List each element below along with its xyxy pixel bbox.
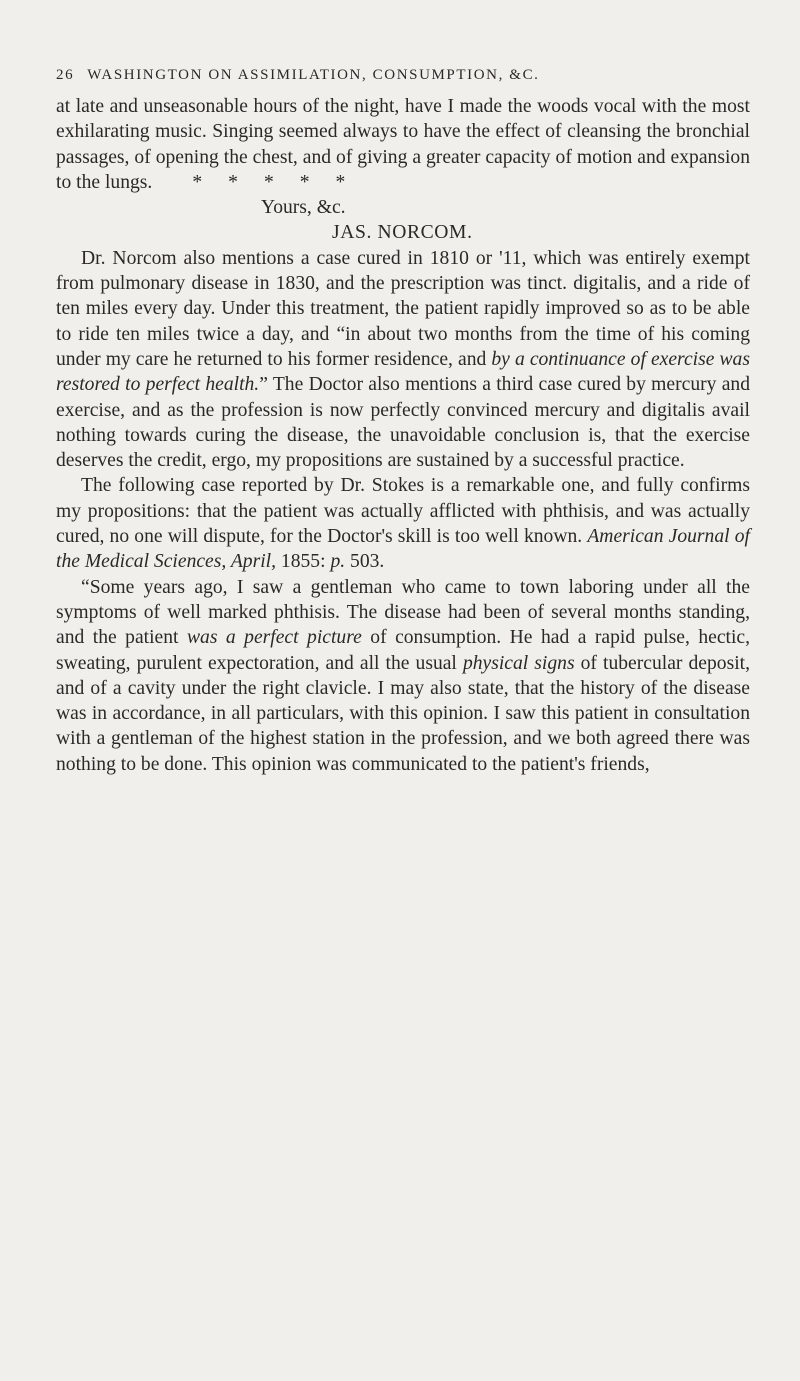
paragraph-text: “Some years ago, I saw a gentleman who came to town laboring under all the symptoms of well marked phthisis. The disease had been of several months standing, and the patient: [56, 576, 750, 649]
paragraph-text: of tubercular deposit, and of a cavity under the right clavicle. I may also state, that the history of the disease was in accordance, in all particulars, with this opinion. I saw this patient in consultation with a gentleman of the highest station in the profession, and we both agreed there was nothing to be done. This opinion was communicated to the patient's friends,: [56, 652, 750, 775]
citation-page-label: p.: [330, 551, 346, 573]
paragraph-text: of consumption. He had a rapid pulse, hectic, sweating, purulent expectoration, and all the usual: [56, 627, 751, 674]
star: *: [299, 171, 310, 193]
star: *: [263, 171, 274, 193]
paragraph-stokes-case: [56, 473, 750, 574]
emphasis-text: by a continuance of exercise was restored to perfect health.: [56, 348, 750, 396]
letter-paragraph: [56, 94, 750, 195]
star: *: [192, 171, 203, 193]
star: *: [335, 171, 346, 193]
letter-closing: Yours, &c.: [261, 197, 346, 219]
paragraph-quotation: [56, 575, 750, 777]
emphasis-text: physical signs: [462, 652, 575, 674]
letter-signature: JAS. NORCOM.: [332, 222, 473, 244]
paragraph-norcom-case: [56, 246, 750, 474]
star: *: [228, 171, 238, 193]
paragraph-text: ” The Doctor also mentions a third case cured by mercury and exercise, and as the profession is now perfectly convinced mercury and digitalis avail nothing towards curing the disease, the unavoidable conclusion is, that the exercise deserves the credit, ergo, my propositions are sustained by a successful practice.: [56, 374, 751, 472]
section-break-stars: [192, 172, 371, 193]
emphasis-text: was a perfect picture: [186, 627, 362, 649]
citation-year: 1855:: [276, 551, 331, 573]
running-head: [56, 64, 750, 86]
paragraph-text: The following case reported by Dr. Stokes is a remarkable one, and fully confirms my propositions: that the patient was actually afflicted with phthisis, and was actually cured, no one will dispute, for the Doctor's skill is too well known.: [56, 475, 750, 548]
citation-page: 503.: [345, 551, 385, 573]
book-page: [56, 64, 750, 777]
letter-text: at late and unseasonable hours of the night, have I made the woods vocal with the most exhilarating music. Singing seemed always to have the effect of cleansing the bronchial passages, of opening the chest, and of giving a greater capacity of motion and expansion to the lungs.: [56, 96, 750, 193]
running-title: WASHINGTON ON ASSIMILATION, CONSUMPTION, &C.: [87, 67, 540, 83]
paragraph-text: Dr. Norcom also mentions a case cured in 1810 or '11, which was entirely exempt from pulmonary disease in 1830, and the prescription was tinct. digitalis, and a ride of ten miles every day. Under this treatment, the patient rapidly improved so as to be able to ride ten miles twice a day, and “in about two months from the time of his coming under my care he returned to his former residence, and: [56, 247, 750, 370]
body-text: [56, 94, 750, 777]
citation-journal: American Journal of the Medical Sciences, April,: [56, 526, 750, 573]
page-number: 26: [56, 67, 75, 83]
